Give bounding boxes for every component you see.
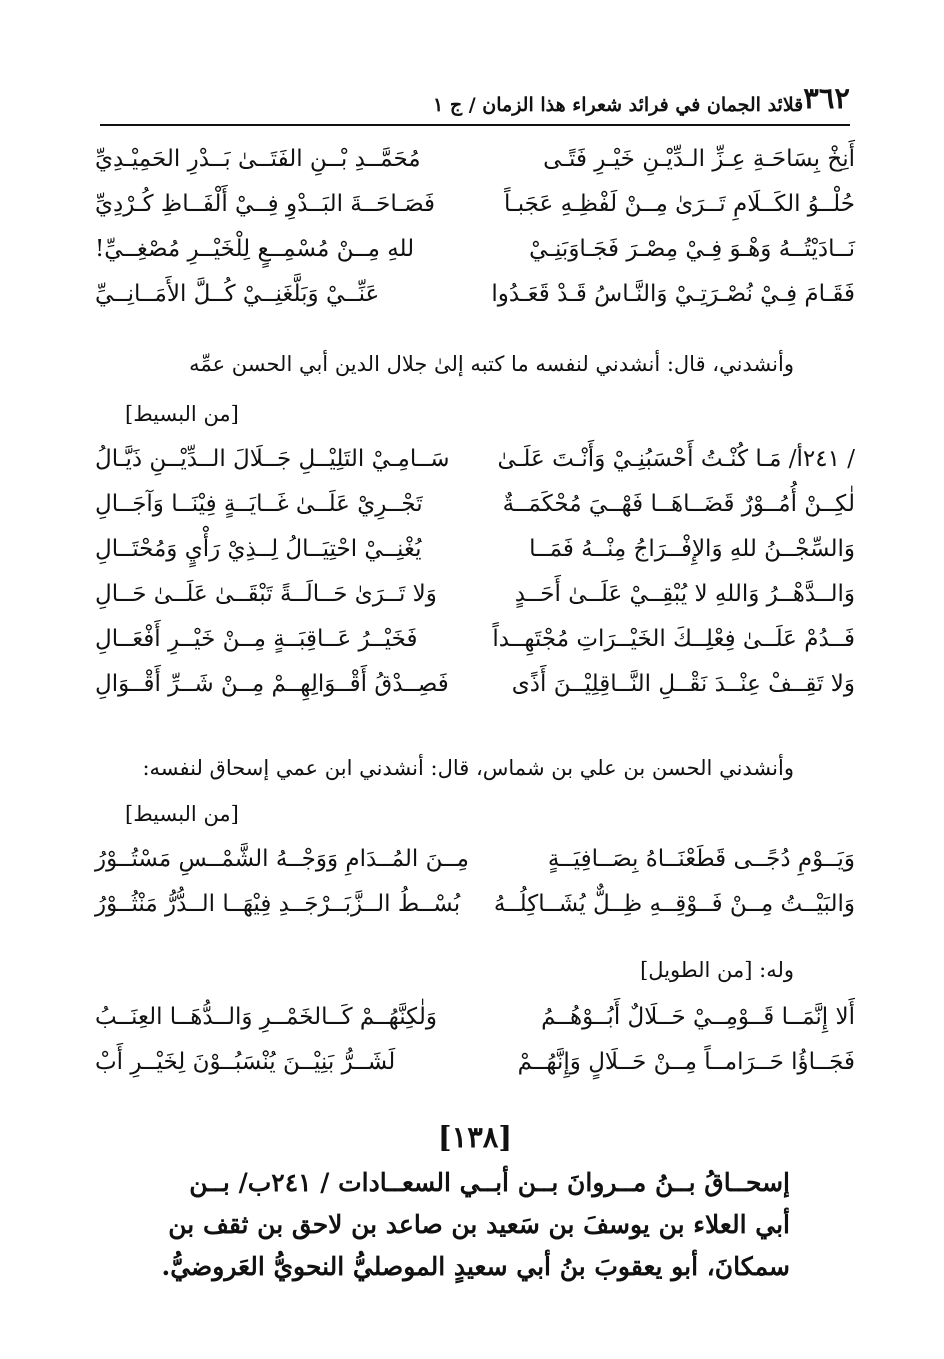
verse bbox=[95, 616, 855, 661]
header-rule bbox=[100, 124, 850, 126]
poem-3 bbox=[95, 836, 855, 926]
second-hemistich: للهِ مِــنْ مُسْمِــعٍ لِلْخَيْــرِ مُصْغِــيِّ! bbox=[95, 235, 415, 262]
verse bbox=[95, 571, 855, 616]
first-hemistich: وَالسِّجْــنُ للهِ وَالإِفْــرَاجُ مِنْــهُ فَمَــا bbox=[529, 535, 855, 562]
biography-line: إسحــاقُ بــنُ مــروانَ بــن أبــي السعــادات / ٢٤١ب/ بــن bbox=[189, 1168, 790, 1197]
second-hemistich: فَصِــدْقُ أَقْــوَالِهِــمْ مِــنْ شَــرِّ أَقْــوَالِ bbox=[95, 670, 449, 697]
verse bbox=[95, 481, 855, 526]
verse bbox=[95, 1039, 855, 1084]
second-hemistich: بُسْــطُ الــزَّبَــرْجَــدِ فِيْهَــا الــدُّرُّ مَنْثُــوْرُ bbox=[95, 890, 461, 917]
first-hemistich: وَالبَيْــتُ مِــنْ فَــوْقِــهِ ظِــلٌّ يُشَــاكِلُــهُ bbox=[493, 890, 855, 917]
first-hemistich: نَــادَيْتُــهُ وَهْـوَ فِـيْ مِصْـرَ فَجَـاوَبَنِـيْ bbox=[529, 235, 855, 262]
verse bbox=[95, 136, 855, 181]
verse bbox=[95, 226, 855, 271]
first-hemistich: فَقَـامَ فِـيْ نُصْـرَتِـيْ وَالنَّـاسُ قَـدْ قَعَـدُوا bbox=[491, 280, 855, 307]
intro-4: وله: [من الطويل] bbox=[640, 958, 794, 982]
verse bbox=[95, 836, 855, 881]
second-hemistich: مِــنَ المُــدَامِ وَوَجْــهُ الشَّمْــسِ مَسْتُــوْرُ bbox=[95, 845, 469, 872]
page-number: ٣٦٢ bbox=[803, 81, 850, 115]
first-hemistich: لٰكِــنْ أُمُــوْرٌ قَضَــاهَــا فَهْــيَ مُحْكَمَــةٌ bbox=[502, 490, 855, 517]
intro-2: وأنشدني، قال: أنشدني لنفسه ما كتبه إلىٰ جلال الدين أبي الحسن عمِّه bbox=[189, 352, 794, 376]
verse bbox=[95, 661, 855, 706]
poem-1 bbox=[95, 136, 855, 316]
verse bbox=[95, 436, 855, 481]
first-hemistich: وَلا تَقِــفْ عِنْــدَ نَقْــلِ النَّــاقِلِيْــنَ أَذًى bbox=[511, 670, 855, 697]
second-hemistich: وَلا تَــرَىٰ حَــالَــةً تَبْقَــىٰ عَلَــىٰ حَــالِ bbox=[95, 580, 437, 607]
first-hemistich: أَلا إِنَّمَــا قَــوْمِــيْ حَــلَالٌ أَبُــوْهُــمُ bbox=[541, 1003, 855, 1030]
second-hemistich: مُحَمَّــدِ بْــنِ الفَتَــىٰ بَــدْرِ الحَمِيْـدِيِّ bbox=[95, 145, 421, 172]
first-hemistich: فَجَــاؤُا حَــرَامــاً مِــنْ حَــلَالٍ وَإِنَّهُــمْ bbox=[517, 1048, 855, 1075]
meter-label-2: [من البسيط] bbox=[125, 402, 239, 426]
first-hemistich: فَــدُمْ عَلَــىٰ فِعْلِــكَ الخَيْــرَاتِ مُجْتَهِــداً bbox=[492, 625, 855, 652]
intro-3: وأنشدني الحسن بن علي بن شماس، قال: أنشدني ابن عمي إسحاق لنفسه: bbox=[142, 756, 794, 780]
first-hemistich: حُلْــوُ الكَــلَامِ تَــرَىٰ مِــنْ لَفْظِـهِ عَجَبـاً bbox=[504, 190, 855, 217]
second-hemistich: عَنِّــيْ وَبَلَّغَنِــيْ كُــلَّ الأَمَــانِــيِّ bbox=[95, 280, 380, 307]
verse bbox=[95, 994, 855, 1039]
first-hemistich: أَنِخْ بِسَاحَـةِ عِـزِّ الـدِّيْـنِ خَيْـرِ فَتًـى bbox=[543, 145, 855, 172]
second-hemistich: وَلٰكِنَّهُــمْ كَــالخَمْــرِ وَالــدُّهَــا العِنَــبُ bbox=[95, 1003, 437, 1030]
first-hemistich: وَالــدَّهْــرُ وَاللهِ لا يُبْقِــيْ عَلَــىٰ أَحَــدٍ bbox=[514, 580, 855, 607]
first-hemistich: / ٢٤١أ/ مَـا كُنْـتُ أَحْسَبُنِـيْ وَأَنْـتَ عَلَـىٰ bbox=[497, 445, 855, 472]
poem-4 bbox=[95, 994, 855, 1084]
biography-line: سمكانَ، أبو يعقوبَ بنُ أبي سعيدٍ الموصليُّ النحويُّ العَروضيُّ. bbox=[161, 1252, 790, 1281]
verse bbox=[95, 181, 855, 226]
second-hemistich: يُغْنِــيْ احْتِيَــالُ لِــذِيْ رَأْيٍ وَمُحْتَــالِ bbox=[95, 535, 422, 562]
second-hemistich: فَخَيْــرُ عَــاقِبَــةٍ مِــنْ خَيْــرِ أَفْعَــالِ bbox=[95, 625, 418, 652]
second-hemistich: لَشَــرُّ بَنِيْــنَ يُنْسَبُــوْنَ لِخَيْــرِ أَبْ bbox=[95, 1048, 396, 1075]
page-header bbox=[100, 70, 850, 120]
second-hemistich: تَجْــرِيْ عَلَــىٰ غَــايَــةٍ فِيْنَــا وَآجَــالِ bbox=[95, 490, 423, 517]
meter-label-3: [من البسيط] bbox=[125, 802, 239, 826]
running-title: قلائد الجمان في فرائد شعراء هذا الزمان / ج ١ bbox=[433, 94, 804, 116]
second-hemistich: فَصَـاحَــةَ البَــدْوِ فِــيْ أَلْفَــاظِ كُـرْدِيِّ bbox=[95, 190, 436, 217]
biography-line: أبي العلاء بن يوسفَ بن سَعيد بن صاعد بن لاحق بن ثقف بن bbox=[168, 1210, 790, 1239]
entry-number: [١٣٨] bbox=[437, 1120, 513, 1154]
verse bbox=[95, 526, 855, 571]
second-hemistich: سَــامِـيْ التَلِيْــلِ جَــلَالَ الــدِّيْــنِ ذَيَّـالُ bbox=[95, 445, 450, 472]
verse bbox=[95, 881, 855, 926]
first-hemistich: وَيَــوْمِ دُجًــى قَطَعْنَــاهُ بِصَــافِيَــةٍ bbox=[547, 845, 855, 872]
poem-2 bbox=[95, 436, 855, 706]
verse bbox=[95, 271, 855, 316]
